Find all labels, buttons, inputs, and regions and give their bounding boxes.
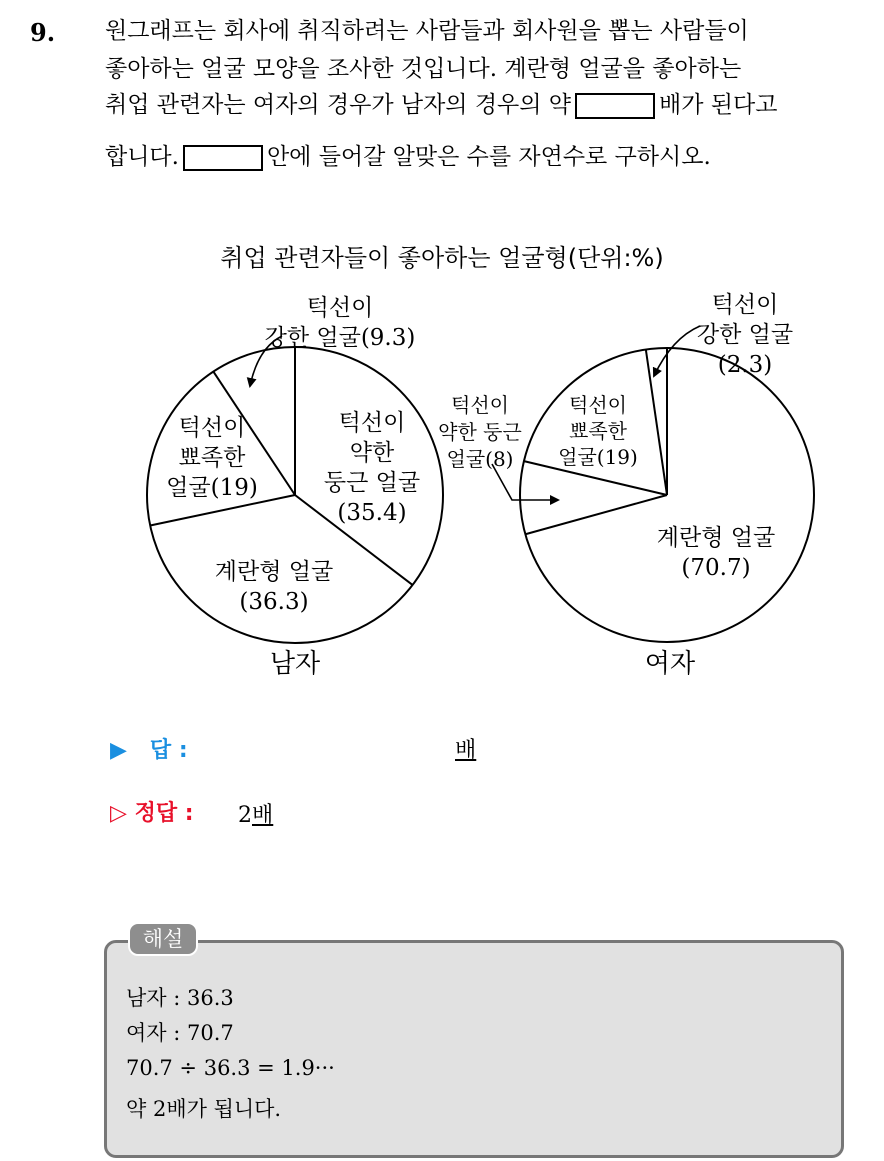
- correct-answer-row: [110, 796, 194, 827]
- question-line-2: 좋아하는 얼굴 모양을 조사한 것입니다. 계란형 얼굴을 좋아하는: [105, 56, 742, 82]
- pie-slice-label-line: (35.4): [337, 500, 407, 526]
- pie-slice-label-line: 강한 얼굴: [696, 322, 794, 348]
- explanation-line: 남자 : 36.3: [126, 986, 234, 1010]
- answer-blank-box: [183, 145, 263, 171]
- pie-slice-label-line: 얼굴(19): [558, 445, 638, 469]
- explanation-line: 여자 : 70.7: [126, 1021, 234, 1045]
- pie-label-male: 남자: [269, 649, 321, 679]
- question-number: 9.: [30, 18, 56, 47]
- question-line-3-before: 취업 관련자는 여자의 경우가 남자의 경우의 약: [105, 92, 572, 118]
- answer-row: [110, 733, 188, 764]
- pie-slice-label-line: 강한 얼굴(9.3): [264, 325, 416, 351]
- pie-slice-label-line: 얼굴(8): [446, 447, 514, 471]
- pie-slice-label-line: 둥근 얼굴: [323, 470, 421, 496]
- pie-charts: [0, 270, 884, 690]
- pie-slice-label-line: 턱선이: [711, 292, 779, 318]
- pie-slice-label: [438, 393, 522, 471]
- pie-slice-label-line: 계란형 얼굴: [214, 559, 334, 585]
- question-line-4-after: 안에 들어갈 알맞은 수를 자연수로 구하시오.: [266, 144, 711, 170]
- pie-label-female: 여자: [644, 649, 696, 679]
- pie-slice-label-line: (36.3): [239, 589, 309, 615]
- pie-slice-label: [558, 393, 638, 469]
- pie-slice-label-line: 계란형 얼굴: [656, 525, 776, 551]
- pie-slice-label: [166, 415, 258, 501]
- chart-title: 취업 관련자들이 좋아하는 얼굴형(단위:%): [220, 244, 664, 272]
- pie-slice-label-line: (70.7): [681, 555, 751, 581]
- pie-slice-label-line: 턱선이: [338, 410, 406, 436]
- answer-unit: 배: [455, 738, 477, 763]
- pie-slice-label-line: 턱선이: [178, 415, 246, 441]
- pie-slice-label-line: 약한 둥근: [438, 420, 522, 444]
- pie-slice-label-line: 얼굴(19): [166, 475, 258, 501]
- explanation-box: [104, 940, 844, 1158]
- explanation-line: 약 2배가 됩니다.: [126, 1097, 282, 1121]
- outline-arrow-icon: ▷: [110, 801, 127, 826]
- explanation-line: 70.7 ÷ 36.3 = 1.9···: [126, 1056, 335, 1080]
- answer-blank-box: [575, 93, 655, 119]
- pie-slice-label-line: 약한: [349, 440, 395, 466]
- play-arrow-icon: ▶: [110, 738, 127, 763]
- answer-label: 답 :: [149, 738, 188, 763]
- pie-slice-label-line: 뾰족한: [178, 445, 246, 471]
- pie-slice-label-line: 뾰족한: [569, 419, 627, 443]
- correct-answer-label: 정답 :: [134, 801, 194, 826]
- pie-slice-label-line: 턱선이: [569, 393, 627, 417]
- pie-slice-label-line: (2.3): [717, 352, 773, 378]
- pie-chart-male: [147, 295, 443, 643]
- question-line-3: [105, 90, 777, 120]
- question-line-4-before: 합니다.: [105, 144, 179, 170]
- explanation-tag: 해설: [128, 922, 198, 956]
- pie-slice-label: [265, 295, 416, 351]
- correct-answer-value: 2배: [238, 803, 274, 828]
- correct-answer-unit: 배: [252, 803, 274, 828]
- question-line-3-after: 배가 된다고: [659, 92, 778, 118]
- pie-slice-label-line: 턱선이: [306, 295, 374, 321]
- pie-slice-label-line: 턱선이: [451, 393, 509, 417]
- question-line-4: [105, 142, 711, 172]
- question-line-1: 원그래프는 회사에 취직하려는 사람들과 회사원을 뽑는 사람들이: [105, 18, 749, 44]
